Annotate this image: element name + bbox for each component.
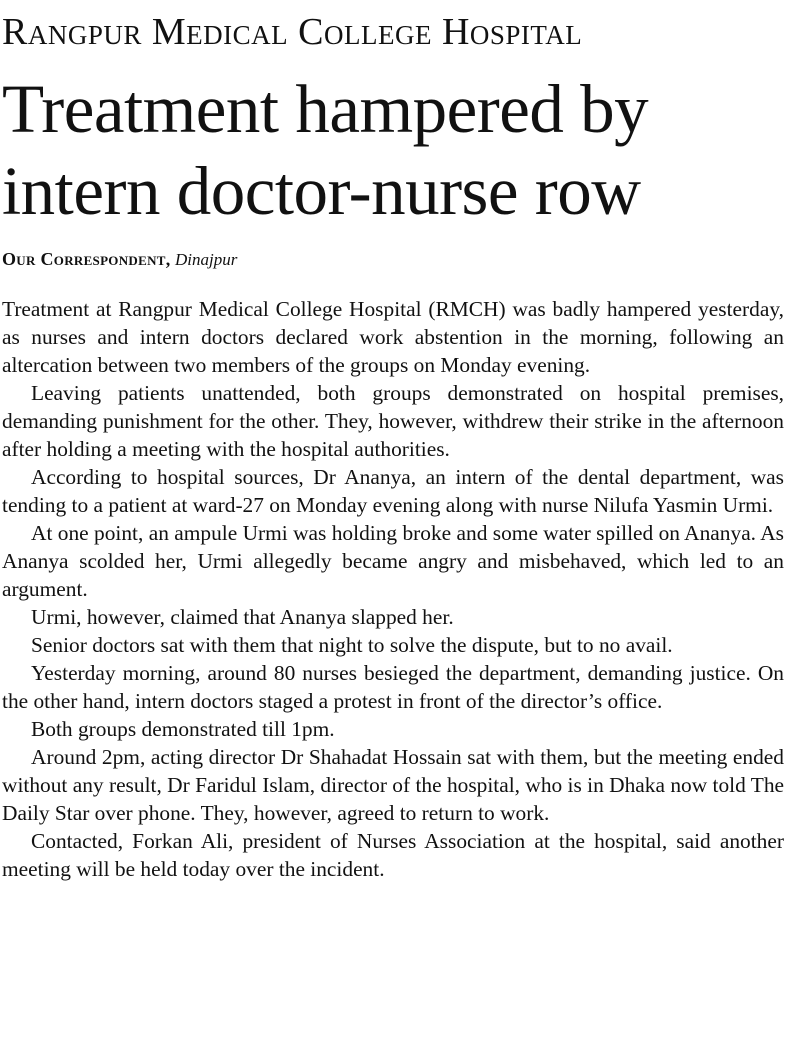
article-paragraph: According to hospital sources, Dr Ananya, an intern of the dental department, was tending to a patient at ward-27 on Monday evening along with nurse Nilufa Yasmin Urmi. <box>2 465 784 517</box>
article-kicker: Rangpur Medical College Hospital <box>2 11 583 53</box>
article-paragraph: Urmi, however, claimed that Ananya slapped her. <box>31 605 454 629</box>
article-byline <box>2 248 784 271</box>
byline-author: Our Correspondent, <box>2 249 171 269</box>
article-paragraph: Leaving patients unattended, both groups demonstrated on hospital premises, demanding punishment for the other. They, however, withdrew their strike in the afternoon after holding a meeting with the hospital authorities. <box>2 381 784 461</box>
article-body <box>2 295 784 883</box>
byline-location: Dinajpur <box>175 250 238 269</box>
article-paragraph: Both groups demonstrated till 1pm. <box>31 717 335 741</box>
article-headline: Treatment hampered by intern doctor-nurse row <box>2 71 649 229</box>
article-paragraph: Contacted, Forkan Ali, president of Nurses Association at the hospital, said another meeting will be held today over the incident. <box>2 829 784 881</box>
news-article <box>2 0 784 883</box>
article-paragraph: Senior doctors sat with them that night to solve the dispute, but to no avail. <box>31 633 673 657</box>
article-paragraph: Treatment at Rangpur Medical College Hospital (RMCH) was badly hampered yesterday, as nurses and intern doctors declared work abstention in the morning, following an altercation between two members of the groups on Monday evening. <box>2 297 784 377</box>
article-paragraph: Yesterday morning, around 80 nurses besieged the department, demanding justice. On the other hand, intern doctors staged a protest in front of the director’s office. <box>2 661 784 713</box>
article-paragraph: At one point, an ampule Urmi was holding broke and some water spilled on Ananya. As Ananya scolded her, Urmi allegedly became angry and misbehaved, which led to an argument. <box>2 521 784 601</box>
article-paragraph: Around 2pm, acting director Dr Shahadat Hossain sat with them, but the meeting ended without any result, Dr Faridul Islam, director of the hospital, who is in Dhaka now told The Daily Star over phone. They, however, agreed to return to work. <box>2 745 785 825</box>
